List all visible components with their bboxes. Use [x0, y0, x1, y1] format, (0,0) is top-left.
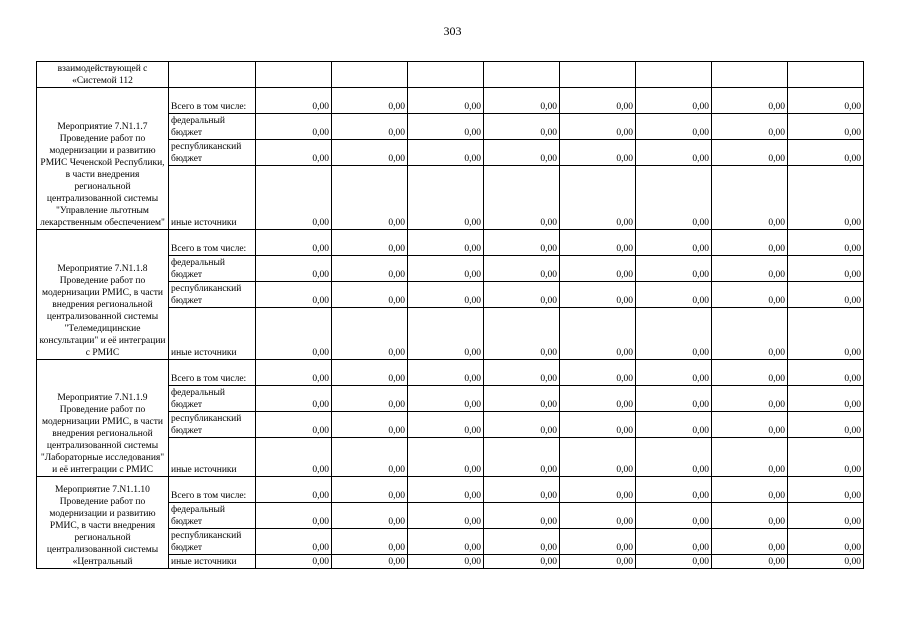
- value-cell: 0,00: [712, 114, 788, 140]
- value-cell: 0,00: [332, 503, 408, 529]
- value-cell: 0,00: [560, 140, 636, 166]
- value-cell: 0,00: [636, 477, 712, 503]
- value-cell: 0,00: [788, 412, 864, 438]
- value-cell: 0,00: [560, 386, 636, 412]
- event-name-cell: Мероприятие 7.N1.1.10 Проведение работ по модернизации и развитию РМИС, в части внедрения региональной централизованной системы «Центральный: [37, 477, 169, 569]
- value-cell: 0,00: [636, 503, 712, 529]
- continuation-row: [37, 62, 864, 88]
- value-cell: 0,00: [408, 412, 484, 438]
- funding-source-cell: Всего в том числе:: [169, 360, 256, 386]
- value-cell: 0,00: [484, 477, 560, 503]
- value-cell: 0,00: [484, 282, 560, 308]
- value-cell: 0,00: [712, 503, 788, 529]
- value-cell: 0,00: [408, 166, 484, 230]
- value-cell: 0,00: [712, 477, 788, 503]
- value-cell: 0,00: [256, 477, 332, 503]
- value-cell: 0,00: [636, 256, 712, 282]
- value-cell: 0,00: [484, 256, 560, 282]
- event-name-cell: Мероприятие 7.N1.1.7 Проведение работ по модернизации и развитию РМИС Чеченской Республики, в части внедрения региональной централизованной системы "Управление льготным лекарственным обеспечением": [37, 88, 169, 230]
- empty-cell: [484, 62, 560, 88]
- value-cell: 0,00: [256, 256, 332, 282]
- value-cell: 0,00: [712, 230, 788, 256]
- value-cell: 0,00: [408, 230, 484, 256]
- funding-source-cell: иные источники: [169, 308, 256, 360]
- value-cell: 0,00: [332, 114, 408, 140]
- funding-source-cell: республиканский бюджет: [169, 529, 256, 555]
- value-cell: 0,00: [712, 256, 788, 282]
- funding-source-cell: иные источники: [169, 166, 256, 230]
- value-cell: 0,00: [712, 88, 788, 114]
- empty-cell: [332, 62, 408, 88]
- value-cell: 0,00: [788, 308, 864, 360]
- value-cell: 0,00: [332, 282, 408, 308]
- empty-cell: [256, 62, 332, 88]
- value-cell: 0,00: [560, 412, 636, 438]
- empty-cell: [408, 62, 484, 88]
- value-cell: 0,00: [256, 88, 332, 114]
- value-cell: 0,00: [560, 282, 636, 308]
- value-cell: 0,00: [256, 386, 332, 412]
- value-cell: 0,00: [788, 282, 864, 308]
- value-cell: 0,00: [712, 308, 788, 360]
- value-cell: 0,00: [332, 477, 408, 503]
- value-cell: 0,00: [560, 114, 636, 140]
- value-cell: 0,00: [256, 230, 332, 256]
- table-body: [37, 62, 864, 569]
- value-cell: 0,00: [560, 529, 636, 555]
- empty-cell: [636, 62, 712, 88]
- value-cell: 0,00: [788, 256, 864, 282]
- value-cell: 0,00: [332, 529, 408, 555]
- value-cell: 0,00: [332, 412, 408, 438]
- value-cell: 0,00: [788, 88, 864, 114]
- value-cell: 0,00: [788, 360, 864, 386]
- value-cell: 0,00: [788, 555, 864, 569]
- value-cell: 0,00: [408, 282, 484, 308]
- value-cell: 0,00: [332, 555, 408, 569]
- value-cell: 0,00: [788, 438, 864, 477]
- value-cell: 0,00: [560, 477, 636, 503]
- value-cell: 0,00: [256, 503, 332, 529]
- value-cell: 0,00: [332, 230, 408, 256]
- value-cell: 0,00: [560, 308, 636, 360]
- funding-source-cell: иные источники: [169, 438, 256, 477]
- table-row: [37, 360, 864, 386]
- funding-source-cell: Всего в том числе:: [169, 477, 256, 503]
- value-cell: 0,00: [788, 386, 864, 412]
- value-cell: 0,00: [256, 360, 332, 386]
- value-cell: 0,00: [560, 360, 636, 386]
- value-cell: 0,00: [560, 230, 636, 256]
- value-cell: 0,00: [636, 230, 712, 256]
- value-cell: 0,00: [636, 555, 712, 569]
- value-cell: 0,00: [408, 555, 484, 569]
- value-cell: 0,00: [636, 88, 712, 114]
- empty-cell: [169, 62, 256, 88]
- value-cell: 0,00: [636, 308, 712, 360]
- value-cell: 0,00: [408, 386, 484, 412]
- table-row: [37, 88, 864, 114]
- value-cell: 0,00: [332, 88, 408, 114]
- value-cell: 0,00: [484, 140, 560, 166]
- value-cell: 0,00: [256, 166, 332, 230]
- value-cell: 0,00: [560, 503, 636, 529]
- value-cell: 0,00: [788, 503, 864, 529]
- funding-source-cell: федеральный бюджет: [169, 503, 256, 529]
- value-cell: 0,00: [636, 282, 712, 308]
- value-cell: 0,00: [484, 503, 560, 529]
- value-cell: 0,00: [712, 282, 788, 308]
- value-cell: 0,00: [408, 529, 484, 555]
- empty-cell: [560, 62, 636, 88]
- value-cell: 0,00: [408, 114, 484, 140]
- value-cell: 0,00: [788, 230, 864, 256]
- value-cell: 0,00: [560, 555, 636, 569]
- value-cell: 0,00: [332, 438, 408, 477]
- value-cell: 0,00: [408, 256, 484, 282]
- funding-source-cell: республиканский бюджет: [169, 140, 256, 166]
- value-cell: 0,00: [332, 140, 408, 166]
- value-cell: 0,00: [636, 438, 712, 477]
- value-cell: 0,00: [484, 529, 560, 555]
- value-cell: 0,00: [256, 282, 332, 308]
- funding-source-cell: федеральный бюджет: [169, 114, 256, 140]
- funding-source-cell: федеральный бюджет: [169, 256, 256, 282]
- value-cell: 0,00: [484, 438, 560, 477]
- value-cell: 0,00: [332, 256, 408, 282]
- value-cell: 0,00: [636, 166, 712, 230]
- value-cell: 0,00: [408, 438, 484, 477]
- budget-table: [36, 61, 864, 569]
- value-cell: 0,00: [332, 308, 408, 360]
- value-cell: 0,00: [636, 360, 712, 386]
- value-cell: 0,00: [408, 360, 484, 386]
- value-cell: 0,00: [408, 88, 484, 114]
- event-name-cell: Мероприятие 7.N1.1.8 Проведение работ по модернизации РМИС, в части внедрения региональной централизованной системы "Телемедицинские консультации" и её интеграции с РМИС: [37, 230, 169, 360]
- value-cell: 0,00: [712, 140, 788, 166]
- value-cell: 0,00: [408, 308, 484, 360]
- value-cell: 0,00: [256, 555, 332, 569]
- empty-cell: [712, 62, 788, 88]
- value-cell: 0,00: [712, 438, 788, 477]
- value-cell: 0,00: [256, 412, 332, 438]
- value-cell: 0,00: [484, 386, 560, 412]
- value-cell: 0,00: [636, 114, 712, 140]
- value-cell: 0,00: [788, 477, 864, 503]
- value-cell: 0,00: [484, 412, 560, 438]
- value-cell: 0,00: [484, 555, 560, 569]
- value-cell: 0,00: [712, 360, 788, 386]
- value-cell: 0,00: [788, 140, 864, 166]
- value-cell: 0,00: [408, 140, 484, 166]
- funding-source-cell: республиканский бюджет: [169, 282, 256, 308]
- funding-source-cell: Всего в том числе:: [169, 230, 256, 256]
- value-cell: 0,00: [560, 88, 636, 114]
- value-cell: 0,00: [484, 308, 560, 360]
- value-cell: 0,00: [332, 360, 408, 386]
- value-cell: 0,00: [712, 529, 788, 555]
- value-cell: 0,00: [636, 412, 712, 438]
- value-cell: 0,00: [636, 140, 712, 166]
- value-cell: 0,00: [636, 386, 712, 412]
- event-name-cell: Мероприятие 7.N1.1.9 Проведение работ по модернизации РМИС, в части внедрения региональной централизованной системы "Лабораторные исследования" и её интеграции с РМИС: [37, 360, 169, 477]
- funding-source-cell: Всего в том числе:: [169, 88, 256, 114]
- value-cell: 0,00: [788, 166, 864, 230]
- value-cell: 0,00: [408, 503, 484, 529]
- value-cell: 0,00: [256, 140, 332, 166]
- value-cell: 0,00: [256, 529, 332, 555]
- value-cell: 0,00: [332, 166, 408, 230]
- funding-source-cell: федеральный бюджет: [169, 386, 256, 412]
- funding-source-cell: республиканский бюджет: [169, 412, 256, 438]
- value-cell: 0,00: [712, 166, 788, 230]
- value-cell: 0,00: [256, 308, 332, 360]
- value-cell: 0,00: [712, 412, 788, 438]
- value-cell: 0,00: [788, 529, 864, 555]
- value-cell: 0,00: [484, 360, 560, 386]
- empty-cell: [788, 62, 864, 88]
- value-cell: 0,00: [788, 114, 864, 140]
- table-row: [37, 230, 864, 256]
- value-cell: 0,00: [712, 386, 788, 412]
- value-cell: 0,00: [636, 529, 712, 555]
- value-cell: 0,00: [256, 114, 332, 140]
- continuation-text: взаимодействующей с «Системой 112: [37, 62, 169, 88]
- value-cell: 0,00: [560, 438, 636, 477]
- value-cell: 0,00: [256, 438, 332, 477]
- value-cell: 0,00: [484, 230, 560, 256]
- value-cell: 0,00: [560, 256, 636, 282]
- value-cell: 0,00: [484, 114, 560, 140]
- table-row: [37, 477, 864, 503]
- value-cell: 0,00: [484, 166, 560, 230]
- page-number: 303: [443, 24, 462, 38]
- value-cell: 0,00: [408, 477, 484, 503]
- funding-source-cell: иные источники: [169, 555, 256, 569]
- value-cell: 0,00: [484, 88, 560, 114]
- value-cell: 0,00: [712, 555, 788, 569]
- value-cell: 0,00: [560, 166, 636, 230]
- value-cell: 0,00: [332, 386, 408, 412]
